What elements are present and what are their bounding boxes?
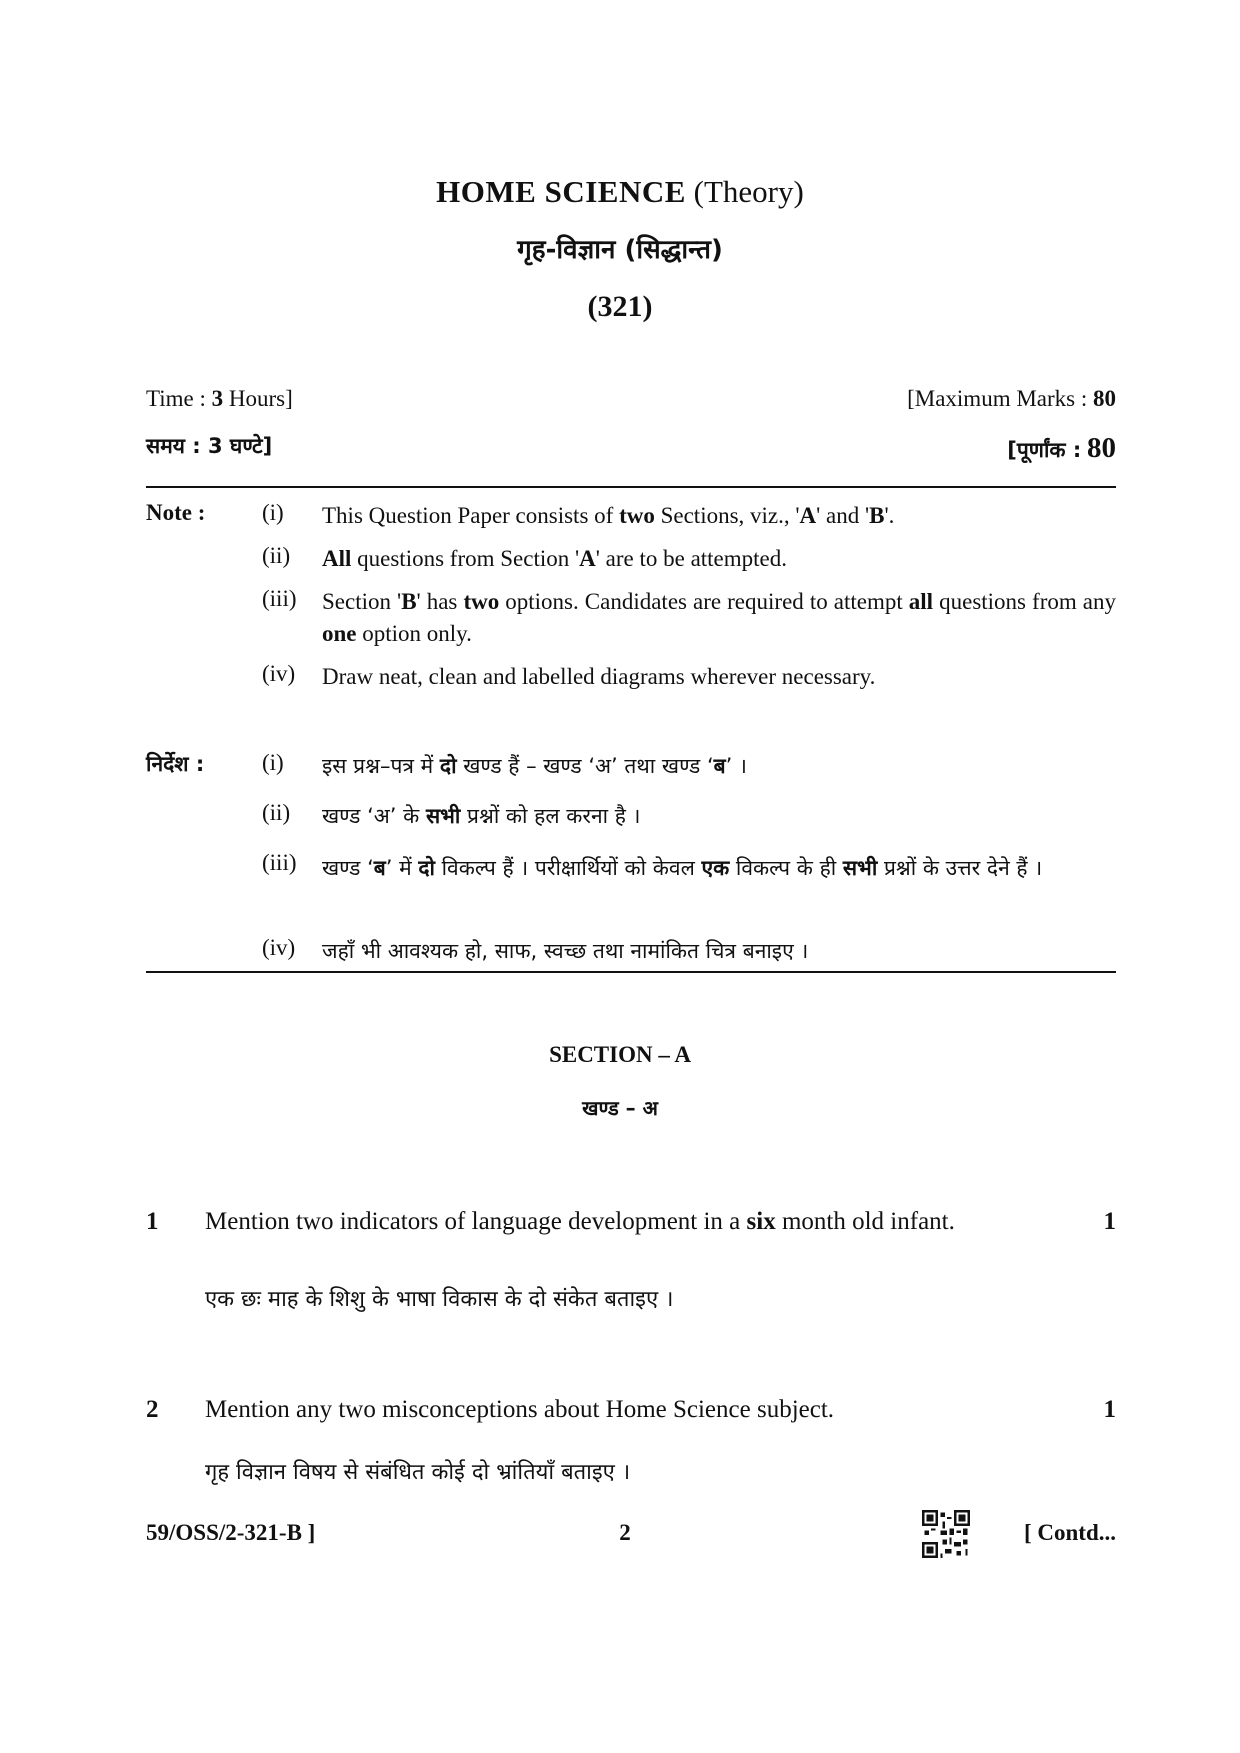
- top-divider: [146, 486, 1116, 488]
- question-marks: 1: [1103, 1208, 1116, 1235]
- time-marks-english: [146, 386, 1116, 412]
- question-text: Mention any two misconceptions about Home Science subject.: [205, 1396, 835, 1423]
- question-text-hindi: गृह विज्ञान विषय से संबंधित कोई दो भ्रांतियाँ बताइए ।: [205, 1460, 631, 1485]
- note-number: (iv): [262, 661, 296, 686]
- note-item-hindi: खण्ड ‘अ’ के सभी प्रश्नों को हल करना है ।: [322, 804, 641, 828]
- time-marks-hindi: [146, 432, 1116, 464]
- question-number: 1: [146, 1208, 159, 1235]
- paper-title-subject: HOME SCIENCE: [436, 174, 686, 209]
- note-item-hindi: इस प्रश्न–पत्र में दो खण्ड हैं – खण्ड ‘अ’ तथा खण्ड ‘ब’ ।: [322, 754, 747, 778]
- paper-title-hindi: गृह-विज्ञान (सिद्धान्त): [517, 235, 723, 265]
- question-marks: 1: [1103, 1396, 1116, 1423]
- note-item-hindi: जहाँ भी आवश्यक हो, साफ, स्वच्छ तथा नामांकित चित्र बनाइए ।: [322, 939, 809, 963]
- note-item: Section 'B' has two options. Candidates are required to attempt all questions from any one option only.: [322, 589, 1117, 646]
- time-label: Time : 3 Hours]: [146, 386, 293, 411]
- max-marks-label-hindi: [पूर्णांक : 80: [1007, 432, 1116, 464]
- section-title-hindi: खण्ड – अ: [582, 1096, 658, 1120]
- paper-title: [0, 174, 1240, 210]
- note-item: Draw neat, clean and labelled diagrams wherever necessary.: [322, 664, 876, 689]
- note-item: This Question Paper consists of two Sections, viz., 'A' and 'B'.: [322, 503, 895, 528]
- bottom-divider: [146, 971, 1116, 973]
- time-label-hindi: समय : 3 घण्टे]: [146, 434, 273, 458]
- note-label: Note :: [146, 500, 206, 525]
- note-label-hindi: निर्देश :: [146, 752, 205, 776]
- note-number: (i): [262, 750, 284, 775]
- max-marks-label: [Maximum Marks : 80: [907, 386, 1116, 411]
- qr-code-icon: [922, 1510, 970, 1558]
- continued-label: [ Contd...: [1023, 1520, 1116, 1545]
- footer-paper-code: 59/OSS/2-321-B ]: [146, 1520, 316, 1545]
- note-number: (ii): [262, 543, 291, 568]
- paper-code: (321): [587, 290, 653, 323]
- section-title: SECTION – A: [549, 1042, 691, 1067]
- question-number: 2: [146, 1396, 159, 1423]
- paper-title-qualifier: (Theory): [693, 174, 804, 209]
- note-number: (ii): [262, 800, 291, 825]
- question-text-hindi: एक छः माह के शिशु के भाषा विकास के दो संकेत बताइए ।: [205, 1287, 674, 1312]
- question-text: Mention two indicators of language development in a six month old infant.: [205, 1208, 955, 1235]
- note-item-hindi: खण्ड ‘ब’ में दो विकल्प हैं । परीक्षार्थियों को केवल एक विकल्प के ही सभी प्रश्नों के उत्तर देने हैं ।: [322, 856, 1043, 880]
- note-number: (iii): [262, 850, 297, 875]
- page-number: 2: [619, 1520, 631, 1545]
- note-number: (iv): [262, 935, 296, 960]
- note-number: (i): [262, 500, 284, 525]
- note-item: All questions from Section 'A' are to be attempted.: [322, 546, 788, 571]
- note-number: (iii): [262, 586, 297, 611]
